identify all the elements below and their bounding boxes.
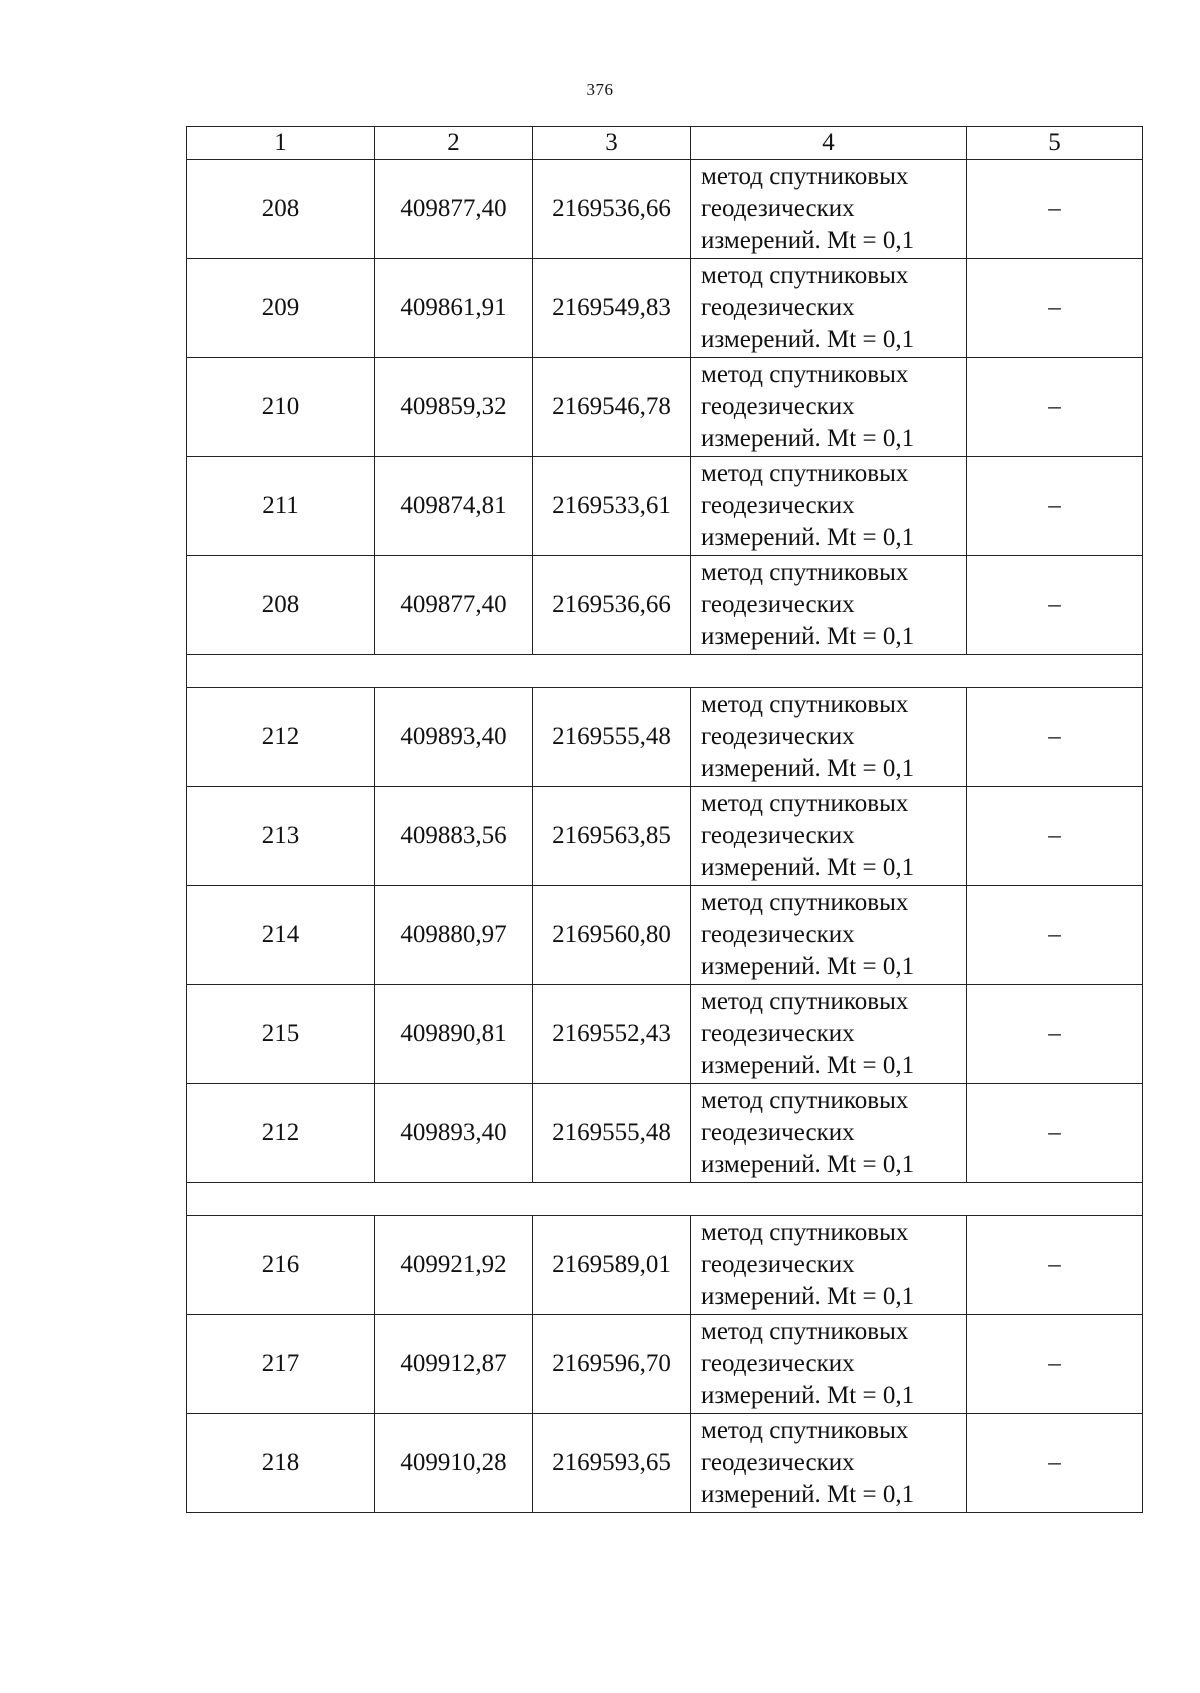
description-cell: – bbox=[967, 457, 1143, 556]
method-cell bbox=[691, 688, 967, 787]
method-text-line: геодезических bbox=[701, 195, 855, 222]
method-cell bbox=[691, 1315, 967, 1414]
method-text-line: метод спутниковых bbox=[701, 460, 909, 487]
method-text-line: измерений. Mt = 0,1 bbox=[701, 953, 915, 980]
method-text-line: измерений. Mt = 0,1 bbox=[701, 227, 915, 254]
y-coordinate-cell: 2169596,70 bbox=[533, 1315, 691, 1414]
description-cell: – bbox=[967, 787, 1143, 886]
point-number-cell: 208 bbox=[187, 556, 375, 655]
method-cell bbox=[691, 457, 967, 556]
description-cell: – bbox=[967, 259, 1143, 358]
method-text-line: метод спутниковых bbox=[701, 1417, 909, 1444]
method-text-line: метод спутниковых bbox=[701, 361, 909, 388]
method-text-line: измерений. Mt = 0,1 bbox=[701, 326, 915, 353]
separator-cell bbox=[187, 655, 1143, 688]
point-number-cell: 215 bbox=[187, 985, 375, 1084]
separator-cell bbox=[187, 1183, 1143, 1216]
x-coordinate-cell: 409910,28 bbox=[375, 1414, 533, 1513]
contour-separator-row bbox=[187, 655, 1143, 688]
method-text-line: измерений. Mt = 0,1 bbox=[701, 524, 915, 551]
description-cell: – bbox=[967, 688, 1143, 787]
x-coordinate-cell: 409861,91 bbox=[375, 259, 533, 358]
method-text-line: геодезических bbox=[701, 723, 855, 750]
table-row bbox=[187, 787, 1143, 886]
table-row bbox=[187, 556, 1143, 655]
method-text-line: метод спутниковых bbox=[701, 1318, 909, 1345]
y-coordinate-cell: 2169546,78 bbox=[533, 358, 691, 457]
method-text-line: метод спутниковых bbox=[701, 691, 909, 718]
point-number-cell: 211 bbox=[187, 457, 375, 556]
method-text-line: геодезических bbox=[701, 294, 855, 321]
table-row bbox=[187, 1315, 1143, 1414]
method-text-line: геодезических bbox=[701, 1251, 855, 1278]
x-coordinate-cell: 409877,40 bbox=[375, 556, 533, 655]
y-coordinate-cell: 2169555,48 bbox=[533, 1084, 691, 1183]
table-row bbox=[187, 1414, 1143, 1513]
coordinates-table bbox=[186, 126, 1143, 1513]
table-row bbox=[187, 160, 1143, 259]
table-row bbox=[187, 259, 1143, 358]
method-text-line: геодезических bbox=[701, 1350, 855, 1377]
y-coordinate-cell: 2169555,48 bbox=[533, 688, 691, 787]
point-number-cell: 216 bbox=[187, 1216, 375, 1315]
method-text-line: геодезических bbox=[701, 1020, 855, 1047]
description-cell: – bbox=[967, 556, 1143, 655]
point-number-cell: 213 bbox=[187, 787, 375, 886]
point-number-cell: 212 bbox=[187, 688, 375, 787]
x-coordinate-cell: 409877,40 bbox=[375, 160, 533, 259]
column-header: 2 bbox=[375, 127, 533, 160]
x-coordinate-cell: 409893,40 bbox=[375, 688, 533, 787]
method-cell bbox=[691, 787, 967, 886]
point-number-cell: 212 bbox=[187, 1084, 375, 1183]
method-text-line: измерений. Mt = 0,1 bbox=[701, 1151, 915, 1178]
y-coordinate-cell: 2169533,61 bbox=[533, 457, 691, 556]
method-text-line: геодезических bbox=[701, 921, 855, 948]
method-text-line: геодезических bbox=[701, 1119, 855, 1146]
method-text-line: геодезических bbox=[701, 393, 855, 420]
method-cell bbox=[691, 259, 967, 358]
description-cell: – bbox=[967, 1414, 1143, 1513]
contour-separator-row bbox=[187, 1183, 1143, 1216]
description-cell: – bbox=[967, 1315, 1143, 1414]
method-cell bbox=[691, 358, 967, 457]
table-row bbox=[187, 1084, 1143, 1183]
method-text-line: метод спутниковых bbox=[701, 262, 909, 289]
column-header: 1 bbox=[187, 127, 375, 160]
point-number-cell: 210 bbox=[187, 358, 375, 457]
table-header-row bbox=[187, 127, 1143, 160]
x-coordinate-cell: 409921,92 bbox=[375, 1216, 533, 1315]
table-row bbox=[187, 688, 1143, 787]
method-text-line: измерений. Mt = 0,1 bbox=[701, 1052, 915, 1079]
x-coordinate-cell: 409859,32 bbox=[375, 358, 533, 457]
method-text-line: метод спутниковых bbox=[701, 790, 909, 817]
method-text-line: измерений. Mt = 0,1 bbox=[701, 623, 915, 650]
method-cell bbox=[691, 556, 967, 655]
method-cell bbox=[691, 985, 967, 1084]
x-coordinate-cell: 409874,81 bbox=[375, 457, 533, 556]
y-coordinate-cell: 2169560,80 bbox=[533, 886, 691, 985]
method-cell bbox=[691, 160, 967, 259]
y-coordinate-cell: 2169536,66 bbox=[533, 160, 691, 259]
method-text-line: геодезических bbox=[701, 1449, 855, 1476]
table-row bbox=[187, 985, 1143, 1084]
method-text-line: метод спутниковых bbox=[701, 559, 909, 586]
point-number-cell: 209 bbox=[187, 259, 375, 358]
method-text-line: геодезических bbox=[701, 492, 855, 519]
method-cell bbox=[691, 886, 967, 985]
method-text-line: метод спутниковых bbox=[701, 1219, 909, 1246]
x-coordinate-cell: 409893,40 bbox=[375, 1084, 533, 1183]
method-text-line: измерений. Mt = 0,1 bbox=[701, 755, 915, 782]
method-text-line: метод спутниковых bbox=[701, 988, 909, 1015]
page-number: 376 bbox=[586, 80, 614, 99]
column-header: 3 bbox=[533, 127, 691, 160]
description-cell: – bbox=[967, 358, 1143, 457]
method-text-line: измерений. Mt = 0,1 bbox=[701, 1481, 915, 1508]
y-coordinate-cell: 2169593,65 bbox=[533, 1414, 691, 1513]
method-text-line: измерений. Mt = 0,1 bbox=[701, 425, 915, 452]
method-text-line: геодезических bbox=[701, 822, 855, 849]
method-text-line: измерений. Mt = 0,1 bbox=[701, 854, 915, 881]
description-cell: – bbox=[967, 160, 1143, 259]
method-text-line: геодезических bbox=[701, 591, 855, 618]
method-text-line: метод спутниковых bbox=[701, 1087, 909, 1114]
y-coordinate-cell: 2169589,01 bbox=[533, 1216, 691, 1315]
y-coordinate-cell: 2169552,43 bbox=[533, 985, 691, 1084]
method-text-line: метод спутниковых bbox=[701, 889, 909, 916]
column-header: 4 bbox=[691, 127, 967, 160]
method-text-line: измерений. Mt = 0,1 bbox=[701, 1283, 915, 1310]
y-coordinate-cell: 2169549,83 bbox=[533, 259, 691, 358]
description-cell: – bbox=[967, 886, 1143, 985]
method-cell bbox=[691, 1216, 967, 1315]
point-number-cell: 214 bbox=[187, 886, 375, 985]
method-text-line: измерений. Mt = 0,1 bbox=[701, 1382, 915, 1409]
point-number-cell: 217 bbox=[187, 1315, 375, 1414]
x-coordinate-cell: 409890,81 bbox=[375, 985, 533, 1084]
table-row bbox=[187, 457, 1143, 556]
point-number-cell: 208 bbox=[187, 160, 375, 259]
table-row bbox=[187, 358, 1143, 457]
method-cell bbox=[691, 1084, 967, 1183]
y-coordinate-cell: 2169536,66 bbox=[533, 556, 691, 655]
description-cell: – bbox=[967, 1216, 1143, 1315]
description-cell: – bbox=[967, 985, 1143, 1084]
table-row bbox=[187, 1216, 1143, 1315]
method-text-line: метод спутниковых bbox=[701, 163, 909, 190]
description-cell: – bbox=[967, 1084, 1143, 1183]
y-coordinate-cell: 2169563,85 bbox=[533, 787, 691, 886]
x-coordinate-cell: 409880,97 bbox=[375, 886, 533, 985]
table-body bbox=[187, 160, 1143, 1513]
point-number-cell: 218 bbox=[187, 1414, 375, 1513]
x-coordinate-cell: 409912,87 bbox=[375, 1315, 533, 1414]
table-row bbox=[187, 886, 1143, 985]
column-header: 5 bbox=[967, 127, 1143, 160]
method-cell bbox=[691, 1414, 967, 1513]
x-coordinate-cell: 409883,56 bbox=[375, 787, 533, 886]
